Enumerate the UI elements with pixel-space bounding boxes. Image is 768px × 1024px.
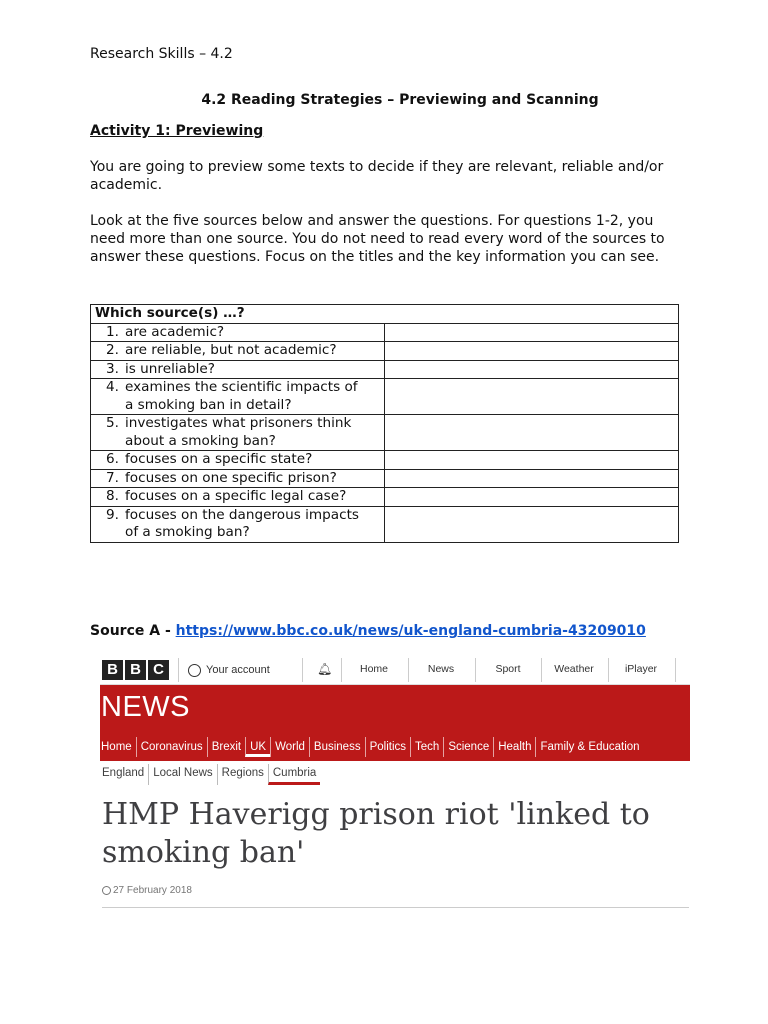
- bbc-logo[interactable]: [102, 660, 169, 680]
- activity-heading: Activity 1: Previewing: [90, 123, 264, 139]
- answer-cell[interactable]: [385, 451, 679, 470]
- question-text: investigates what prisoners think about a smoking ban?: [125, 415, 352, 449]
- answer-cell[interactable]: [385, 379, 679, 415]
- question-text: focuses on the dangerous impacts of a smoking ban?: [125, 506, 359, 540]
- question-text: focuses on one specific prison?: [125, 469, 337, 486]
- table-row: [91, 415, 679, 451]
- table-row: [91, 506, 679, 542]
- nav-item[interactable]: Health: [493, 737, 535, 757]
- question-number: 1.: [106, 323, 119, 340]
- nav-item[interactable]: Science: [443, 737, 493, 757]
- question-text: is unreliable?: [125, 360, 215, 377]
- intro-paragraph: You are going to preview some texts to decide if they are relevant, reliable and/or academic.: [90, 159, 664, 193]
- table-row: [91, 451, 679, 470]
- sub-nav-item[interactable]: England: [102, 767, 145, 779]
- divider: [102, 907, 689, 908]
- question-number: 9.: [106, 506, 119, 523]
- question-text: examines the scientific impacts of a smoking ban in detail?: [125, 379, 358, 413]
- news-title[interactable]: NEWS: [101, 691, 190, 723]
- account-icon: [188, 664, 201, 677]
- account-label: Your account: [206, 664, 270, 676]
- question-number: 8.: [106, 488, 119, 504]
- answer-cell[interactable]: [385, 342, 679, 361]
- table-row: [91, 469, 679, 488]
- answer-cell[interactable]: [385, 323, 679, 342]
- clock-icon: [102, 886, 111, 895]
- table-header: Which source(s) …?: [91, 305, 679, 324]
- question-cell: [91, 323, 385, 342]
- question-text: focuses on a specific legal case?: [125, 488, 347, 504]
- source-a-heading: [90, 622, 650, 640]
- table-row: [91, 342, 679, 361]
- question-number: 2.: [106, 342, 119, 358]
- bell-icon[interactable]: 🔔︎: [317, 662, 333, 676]
- divider: [178, 658, 179, 682]
- answer-cell[interactable]: [385, 415, 679, 451]
- nav-item[interactable]: World: [270, 737, 309, 757]
- topnav-weather[interactable]: Weather: [554, 663, 594, 675]
- question-cell: [91, 506, 385, 542]
- question-cell: [91, 488, 385, 507]
- bbc-news-banner: [100, 685, 690, 761]
- sub-nav-item[interactable]: Local News: [148, 764, 216, 785]
- question-cell: [91, 342, 385, 361]
- source-a-link[interactable]: https://www.bbc.co.uk/news/uk-england-cumbria-43209010: [175, 623, 646, 639]
- nav-item[interactable]: UK: [245, 737, 270, 757]
- question-number: 5.: [106, 415, 119, 431]
- questions-table: [90, 304, 679, 543]
- topnav-iplayer[interactable]: iPlayer: [624, 663, 658, 675]
- nav-item[interactable]: Coronavirus: [136, 737, 207, 757]
- question-cell: [91, 469, 385, 488]
- divider: [302, 658, 303, 682]
- bbc-logo-letter: C: [148, 660, 169, 680]
- nav-item[interactable]: Tech: [410, 737, 443, 757]
- account-link[interactable]: [188, 656, 270, 684]
- topnav-sport[interactable]: Sport: [495, 663, 521, 675]
- question-cell: [91, 415, 385, 451]
- nav-item[interactable]: Family & Education: [535, 737, 643, 757]
- nav-item[interactable]: Home: [101, 741, 132, 753]
- sub-nav-item[interactable]: Cumbria: [268, 764, 320, 785]
- question-cell: [91, 451, 385, 470]
- table-row: [91, 379, 679, 415]
- topnav-news[interactable]: News: [427, 663, 455, 675]
- answer-cell[interactable]: [385, 469, 679, 488]
- source-a-label: Source A -: [90, 623, 176, 639]
- question-number: 6.: [106, 451, 119, 467]
- table-header-row: [91, 305, 679, 324]
- nav-item[interactable]: Politics: [365, 737, 410, 757]
- answer-cell[interactable]: [385, 360, 679, 379]
- sub-nav-item[interactable]: Regions: [217, 764, 268, 785]
- nav-item[interactable]: Brexit: [207, 737, 245, 757]
- news-nav: [100, 737, 644, 757]
- bbc-screenshot: [100, 656, 690, 916]
- article-headline: HMP Haverigg prison riot 'linked to smoking ban': [102, 797, 650, 870]
- question-number: 3.: [106, 360, 119, 377]
- question-text: are reliable, but not academic?: [125, 342, 337, 358]
- question-cell: [91, 379, 385, 415]
- page-title: 4.2 Reading Strategies – Previewing and Scanning: [201, 92, 599, 108]
- bbc-top-bar: [100, 656, 690, 685]
- article-date: [102, 885, 192, 896]
- answer-cell[interactable]: [385, 488, 679, 507]
- bbc-logo-letter: B: [102, 660, 123, 680]
- sub-nav: [100, 764, 320, 785]
- question-text: are academic?: [125, 323, 225, 340]
- instructions-paragraph: Look at the five sources below and answer the questions. For questions 1-2, you need more than one source. You do not need to read every word of the sources to answer these questions. Focus on the titles and the key information you can see.: [90, 213, 665, 265]
- topnav-home[interactable]: Home: [359, 663, 388, 675]
- table-row: [91, 360, 679, 379]
- question-cell: [91, 360, 385, 379]
- bbc-logo-letter: B: [125, 660, 146, 680]
- date-text: 27 February 2018: [113, 885, 192, 896]
- question-text: focuses on a specific state?: [125, 451, 313, 467]
- answer-cell[interactable]: [385, 506, 679, 542]
- question-number: 7.: [106, 469, 119, 486]
- table-row: [91, 488, 679, 507]
- divider: [675, 658, 676, 682]
- question-number: 4.: [106, 379, 119, 395]
- nav-item[interactable]: Business: [309, 737, 365, 757]
- page-header: Research Skills – 4.2: [90, 46, 233, 62]
- table-row: [91, 323, 679, 342]
